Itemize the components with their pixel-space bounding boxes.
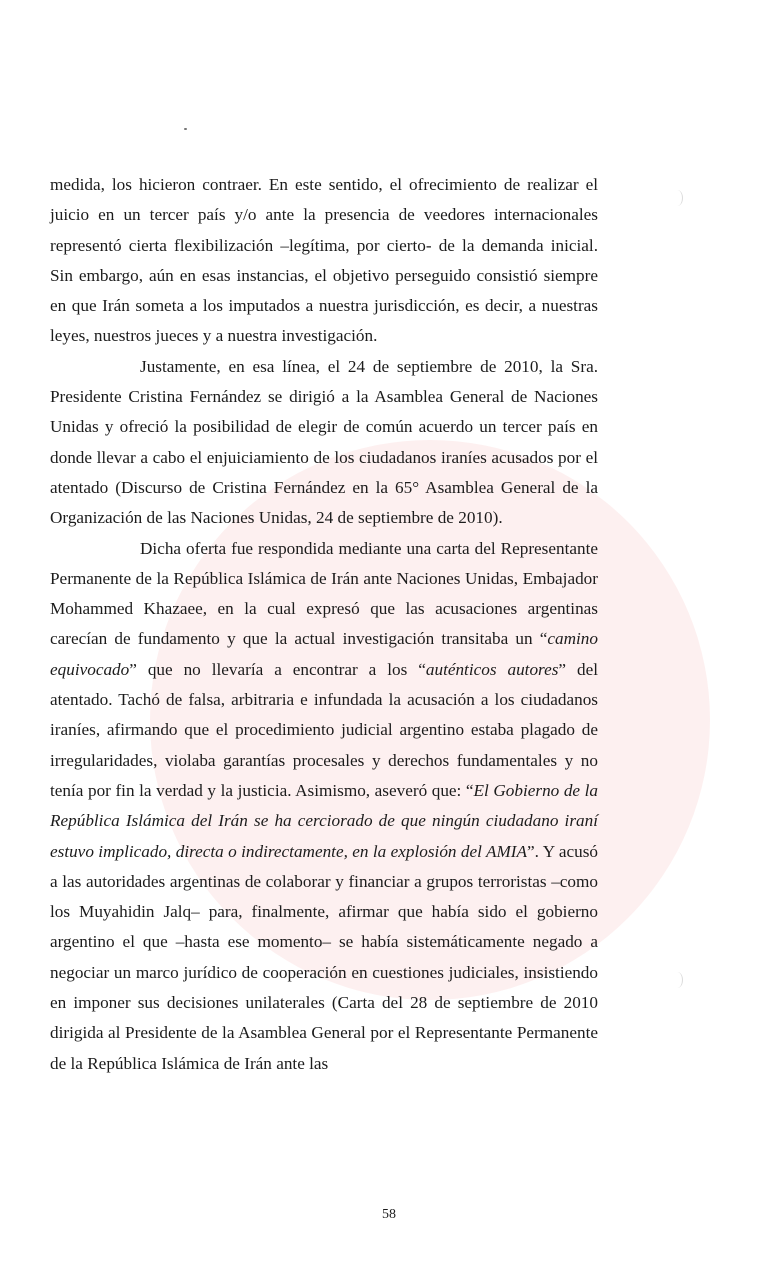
paragraph-text: ” del atentado. Tachó de falsa, arbitraria e infundada la acusación a los ciudadanos iraníes, afirmando que el procedimiento judicial argentino estaba plagado de irregularidades, violaba garantías procesales y derechos fundamentales y no tenía por fin la verdad y la justicia. Asimismo, aseveró que: “ (50, 659, 598, 800)
paragraph-text: ” que no llevaría a encontrar a los “ (129, 659, 426, 679)
paragraph (50, 534, 598, 1079)
scan-artifact (184, 128, 187, 130)
page-number: 58 (382, 1207, 396, 1222)
italic-quote: El Gobierno de la República Islámica del Irán se ha cerciorado de que ningún ciudadano iraní estuvo implicado, directa o indirectamente, en la explosión del AMIA (50, 780, 598, 861)
paragraph-text: medida, los hicieron contraer. En este sentido, el ofrecimiento de realizar el juicio en un tercer país y/o ante la presencia de veedores internacionales representó cierta flexibilización –legítima, por cierto- de la demanda inicial. Sin embargo, aún en esas instancias, el objetivo perseguido consistió siempre en que Irán someta a los imputados a nuestra jurisdicción, es decir, a nuestras leyes, nuestros jueces y a nuestra investigación. (50, 175, 598, 346)
paragraph-text: Justamente, en esa línea, el 24 de septiembre de 2010, la Sra. Presidente Cristina Fernández se dirigió a la Asamblea General de Naciones Unidas y ofreció la posibilidad de elegir de común acuerdo un tercer país en donde llevar a cabo el enjuiciamiento de los ciudadanos iraníes acusados por el atentado (Discurso de Cristina Fernández en la 65° Asamblea General de la Organización de las Naciones Unidas, 24 de septiembre de 2010). (50, 356, 598, 528)
paragraph-text: ”. Y acusó a las autoridades argentinas de colaborar y financiar a grupos terroristas –como los Muyahidin Jalq– para, finalmente, afirmar que había sido el gobierno argentino el que –hasta ese momento– se había sistemáticamente negado a negociar un marco jurídico de cooperación en cuestiones judiciales, insistiendo en imponer sus decisiones unilaterales (Carta del 28 de septiembre de 2010 dirigida al Presidente de la Asamblea General por el Representante Permanente de la República Islámica de Irán ante las (50, 841, 598, 1073)
italic-quote: camino equivocado (50, 629, 598, 679)
italic-quote: auténticos autores (425, 659, 559, 679)
punch-hole-mark (672, 972, 683, 988)
paragraph (50, 170, 598, 352)
paragraph (50, 352, 598, 534)
document-body (50, 170, 598, 1079)
paragraph-text: Dicha oferta fue respondida mediante una carta del Representante Permanente de la República Islámica de Irán ante Naciones Unidas, Embajador Mohammed Khazaee, en la cual expresó que las acusaciones argentinas carecían de fundamento y que la actual investigación transitaba un “ (50, 538, 598, 649)
punch-hole-mark (672, 190, 683, 206)
